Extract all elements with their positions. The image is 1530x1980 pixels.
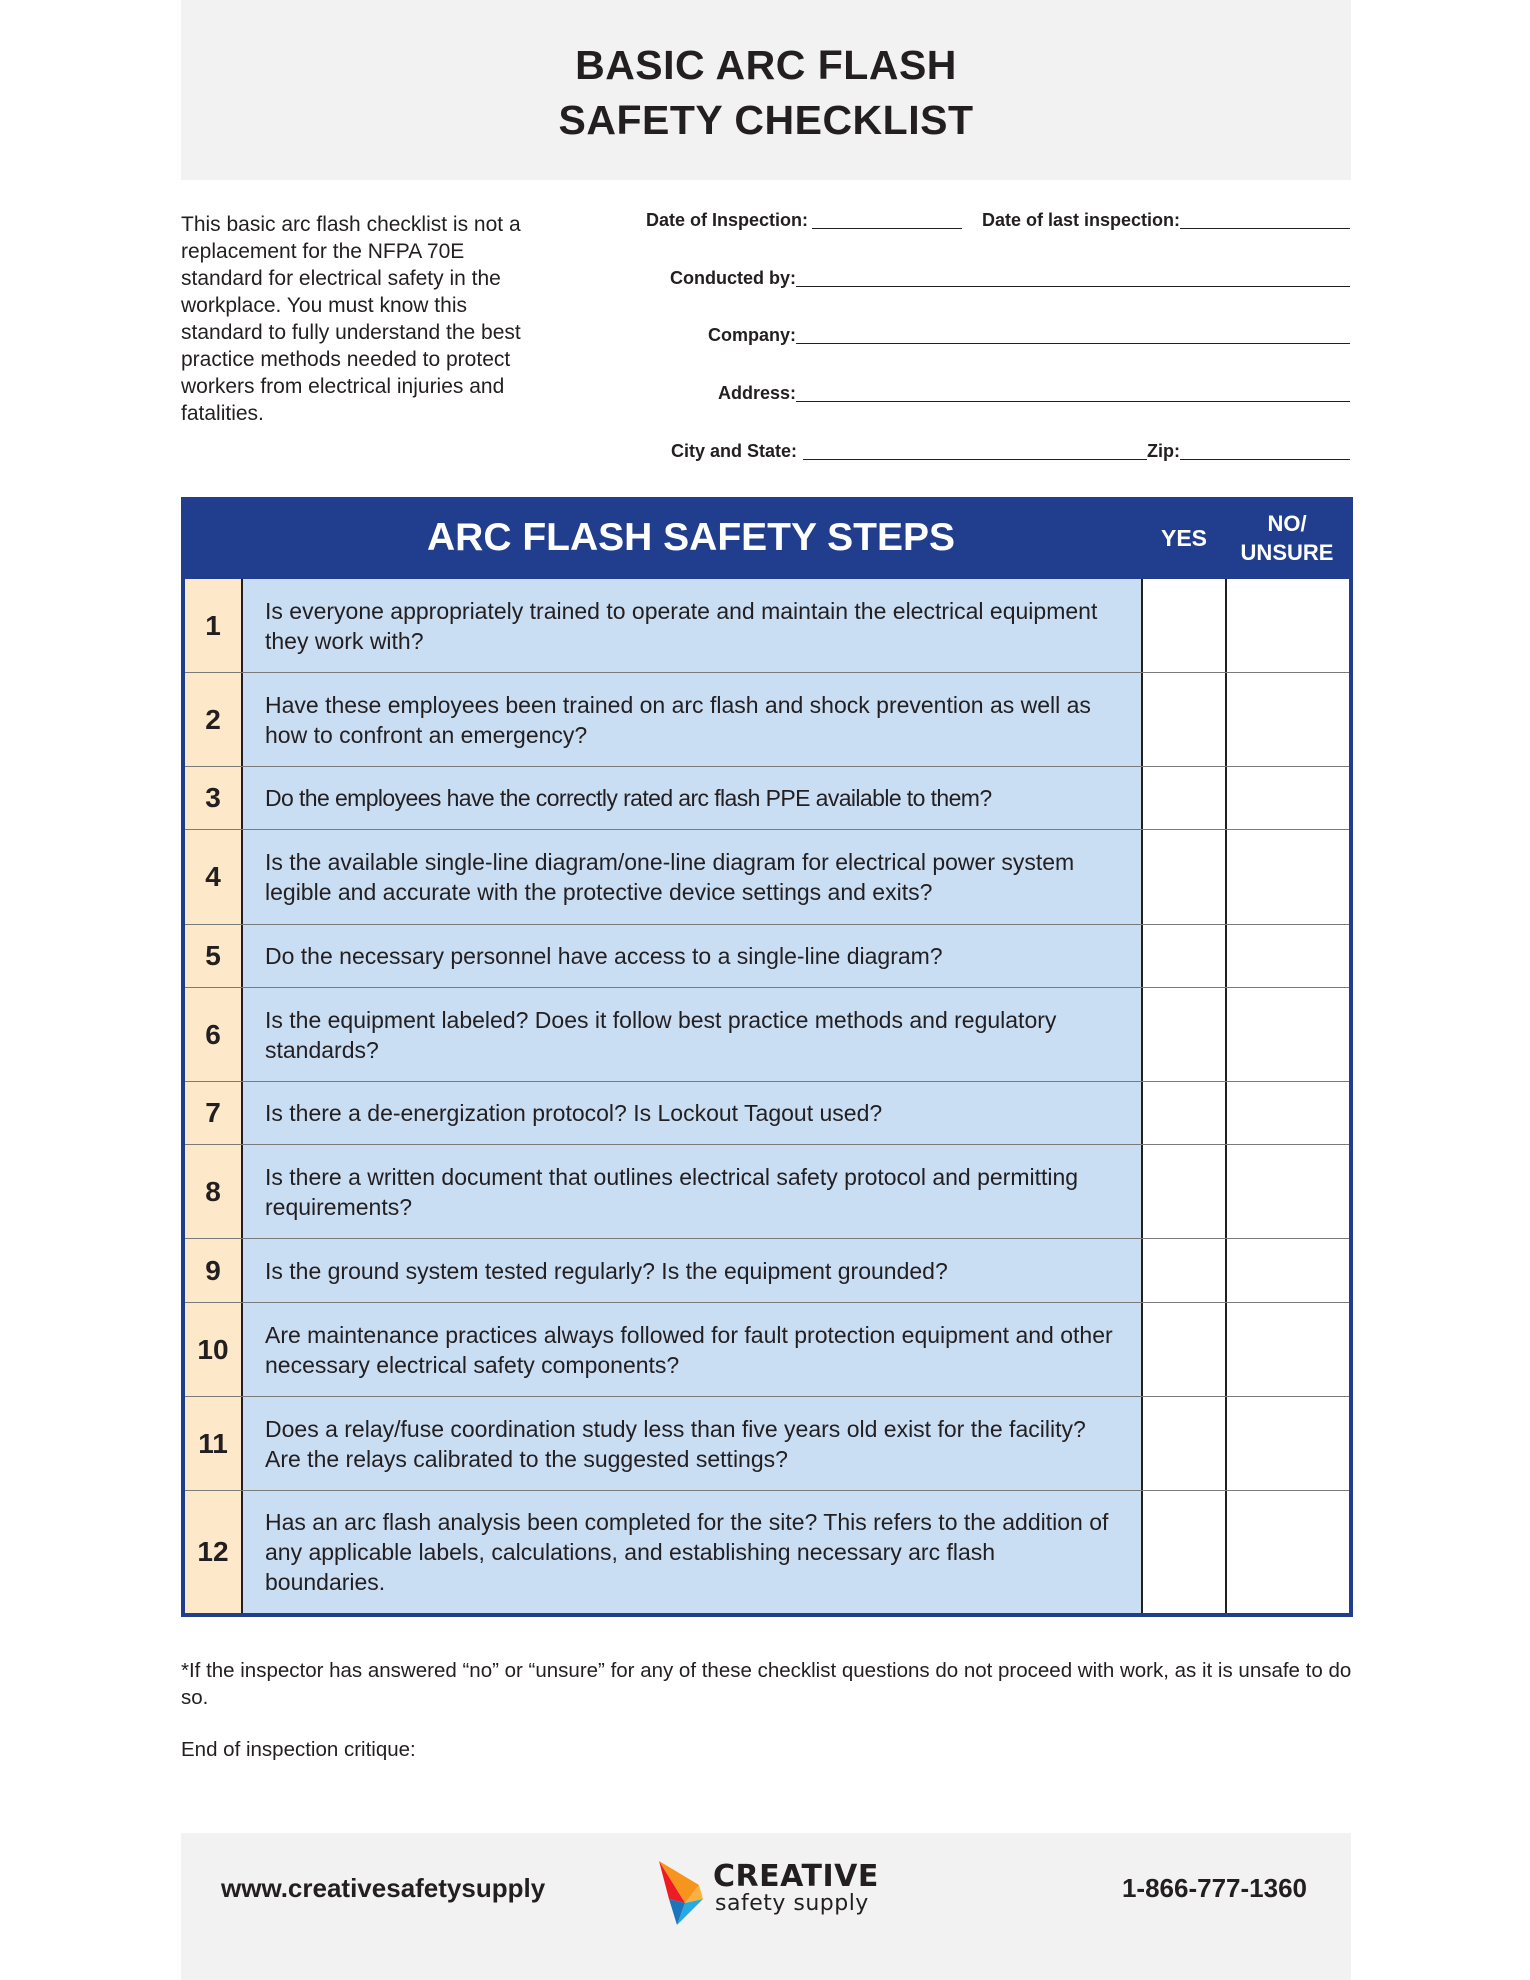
no-unsure-checkbox[interactable]	[1227, 673, 1349, 766]
row-number: 12	[185, 1491, 243, 1613]
logo-mark-icon	[655, 1859, 711, 1929]
header-yes: YES	[1160, 524, 1208, 551]
row-question: Do the employees have the correctly rated arc flash PPE available to them?	[243, 767, 1143, 829]
city-state-label: City and State:	[670, 441, 797, 461]
title-line-2: SAFETY CHECKLIST	[558, 97, 974, 143]
no-unsure-checkbox[interactable]	[1227, 830, 1349, 924]
date-of-last-inspection-label: Date of last inspection:	[981, 210, 1180, 230]
row-question: Is the ground system tested regularly? Is the equipment grounded?	[243, 1239, 1143, 1302]
table-row	[185, 767, 1349, 830]
row-number: 5	[185, 925, 243, 987]
row-question: Is there a de-energization protocol? Is Lockout Tagout used?	[243, 1082, 1143, 1144]
logo-word-creative: CREATIVE	[713, 1859, 879, 1894]
yes-checkbox[interactable]	[1145, 767, 1227, 829]
brand-logo	[655, 1859, 885, 1929]
footer	[181, 1833, 1351, 1980]
header-unsure: UNSURE	[1240, 540, 1334, 565]
yes-checkbox[interactable]	[1145, 1145, 1227, 1238]
yes-checkbox[interactable]	[1145, 1303, 1227, 1396]
row-question: Does a relay/fuse coordination study less than five years old exist for the facility? Are the relays calibrated to the suggested settings?	[243, 1397, 1143, 1490]
logo-wordmark	[713, 1861, 893, 1915]
title-line-1: BASIC ARC FLASH	[575, 42, 957, 88]
yes-checkbox[interactable]	[1145, 1397, 1227, 1490]
no-unsure-checkbox[interactable]	[1227, 1239, 1349, 1302]
date-row	[646, 206, 1350, 234]
row-number: 1	[185, 579, 243, 672]
conducted-by-row	[670, 264, 1350, 292]
warning-note: *If the inspector has answered “no” or “unsure” for any of these checklist questions do not proceed with work, as it is unsafe to do so.	[181, 1659, 1352, 1709]
row-number: 7	[185, 1082, 243, 1144]
company-field[interactable]	[796, 343, 1350, 344]
table-row	[185, 1397, 1349, 1491]
city-state-field[interactable]	[803, 459, 1147, 460]
table-row	[185, 1082, 1349, 1145]
conducted-by-label: Conducted by:	[670, 268, 796, 288]
row-number: 9	[185, 1239, 243, 1302]
date-of-inspection-label: Date of Inspection:	[645, 210, 808, 230]
no-unsure-checkbox[interactable]	[1227, 1397, 1349, 1490]
row-question: Is the available single-line diagram/one-line diagram for electrical power system legible and accurate with the protective device settings and exits?	[243, 830, 1143, 924]
no-unsure-checkbox[interactable]	[1227, 1303, 1349, 1396]
table-row	[185, 579, 1349, 673]
yes-checkbox[interactable]	[1145, 925, 1227, 987]
yes-checkbox[interactable]	[1145, 1082, 1227, 1144]
row-number: 2	[185, 673, 243, 766]
city-zip-row	[671, 437, 1350, 465]
zip-field[interactable]	[1180, 459, 1350, 460]
zip-label: Zip:	[1147, 441, 1180, 461]
header-steps: ARC FLASH SAFETY STEPS	[426, 516, 955, 559]
row-number: 4	[185, 830, 243, 924]
header-no-unsure	[1225, 497, 1349, 579]
row-question: Has an arc flash analysis been completed for the site? This refers to the addition of any applicable labels, calculations, and establishing necessary arc flash boundaries.	[243, 1491, 1143, 1613]
date-of-last-inspection-field[interactable]	[1180, 228, 1350, 229]
yes-checkbox[interactable]	[1145, 1239, 1227, 1302]
no-unsure-checkbox[interactable]	[1227, 925, 1349, 987]
table-header	[181, 497, 1353, 579]
website-link[interactable]: www.creativesafetysupply	[221, 1872, 546, 1903]
checklist-table	[181, 497, 1353, 1617]
date-of-inspection-field[interactable]	[812, 228, 962, 229]
no-unsure-checkbox[interactable]	[1227, 767, 1349, 829]
no-unsure-checkbox[interactable]	[1227, 1145, 1349, 1238]
row-number: 8	[185, 1145, 243, 1238]
row-question: Is the equipment labeled? Does it follow best practice methods and regulatory standards?	[243, 988, 1143, 1081]
table-row	[185, 1145, 1349, 1239]
table-row	[185, 1303, 1349, 1397]
row-number: 3	[185, 767, 243, 829]
table-body	[185, 579, 1349, 1613]
company-row	[708, 321, 1350, 349]
row-question: Is there a written document that outlines electrical safety protocol and permitting requirements?	[243, 1145, 1143, 1238]
row-question: Have these employees been trained on arc flash and shock prevention as well as how to confront an emergency?	[243, 673, 1143, 766]
intro-paragraph: This basic arc flash checklist is not a replacement for the NFPA 70E standard for electrical safety in the workplace. You must know this standard to fully understand the best practice methods needed to protect workers from electrical injuries and fatalities.	[181, 213, 521, 425]
phone-number[interactable]: 1-866-777-1360	[1121, 1872, 1307, 1903]
row-number: 10	[185, 1303, 243, 1396]
yes-checkbox[interactable]	[1145, 673, 1227, 766]
yes-checkbox[interactable]	[1145, 830, 1227, 924]
row-number: 11	[185, 1397, 243, 1490]
no-unsure-checkbox[interactable]	[1227, 1082, 1349, 1144]
critique-label: End of inspection critique:	[181, 1738, 416, 1761]
row-question: Are maintenance practices always followed for fault protection equipment and other necessary electrical safety components?	[243, 1303, 1143, 1396]
address-field[interactable]	[796, 401, 1350, 402]
table-row	[185, 925, 1349, 988]
table-row	[185, 673, 1349, 767]
table-row	[185, 1491, 1349, 1613]
table-row	[185, 1239, 1349, 1303]
yes-checkbox[interactable]	[1145, 988, 1227, 1081]
yes-checkbox[interactable]	[1145, 579, 1227, 672]
company-label: Company:	[707, 325, 796, 345]
logo-word-safety-supply: safety supply	[715, 1891, 869, 1916]
header-no: NO/	[1267, 511, 1307, 536]
row-number: 6	[185, 988, 243, 1081]
no-unsure-checkbox[interactable]	[1227, 579, 1349, 672]
address-label: Address:	[717, 383, 796, 403]
header-band	[181, 0, 1351, 180]
no-unsure-checkbox[interactable]	[1227, 988, 1349, 1081]
table-row	[185, 988, 1349, 1082]
address-row	[718, 379, 1350, 407]
row-question: Do the necessary personnel have access to a single-line diagram?	[243, 925, 1143, 987]
yes-checkbox[interactable]	[1145, 1491, 1227, 1613]
table-row	[185, 830, 1349, 925]
no-unsure-checkbox[interactable]	[1227, 1491, 1349, 1613]
row-question: Is everyone appropriately trained to operate and maintain the electrical equipment they work with?	[243, 579, 1143, 672]
page-title	[181, 38, 1351, 148]
conducted-by-field[interactable]	[796, 286, 1350, 287]
